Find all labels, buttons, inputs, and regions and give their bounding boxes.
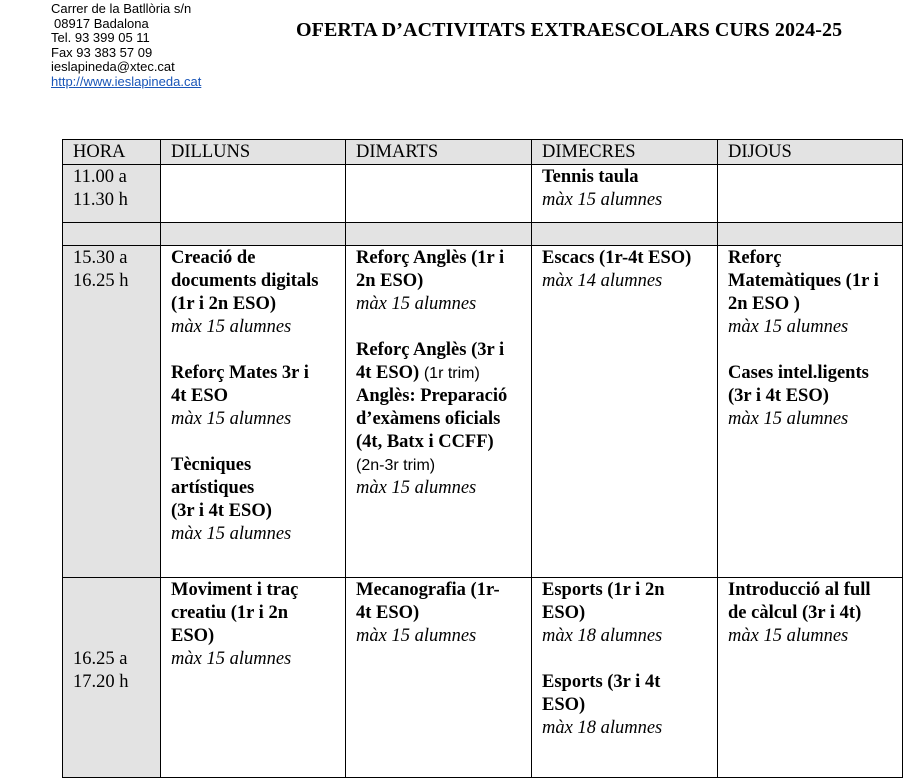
activity-capacity: màx 15 alumnes [171, 317, 292, 337]
dijous-cell [718, 165, 903, 223]
header-dimecres: DIMECRES [532, 140, 718, 165]
dimarts-cell [346, 578, 532, 778]
hora-cell: 15.30 a 16.25 h [63, 246, 161, 578]
activity-capacity: màx 15 alumnes [356, 294, 477, 314]
dimecres-cell [532, 578, 718, 778]
dilluns-cell [161, 246, 346, 578]
dimarts-cell [346, 165, 532, 223]
header-dimarts: DIMARTS [346, 140, 532, 165]
hora-cell: 16.25 a 17.20 h [63, 578, 161, 778]
activity-name: Reforç Anglès (1r i 2n ESO) [356, 248, 505, 291]
dijous-cell [718, 246, 903, 578]
table-row [63, 246, 903, 578]
activity-name: Moviment i traç creatiu (1r i 2n ESO) [171, 580, 299, 646]
dimecres-cell [532, 165, 718, 223]
dijous-cell [718, 578, 903, 778]
activity-name: Mecanografia (1r- 4t ESO) [356, 580, 500, 623]
address-fax: Fax 93 383 57 09 [51, 44, 153, 60]
address-street: Carrer de la Batllòria s/n [51, 1, 192, 16]
activity-name: Esports (1r i 2n ESO) [542, 580, 665, 623]
activity-name: Creació de documents digitals (1r i 2n ESO) [171, 248, 319, 314]
separator-row [63, 223, 903, 246]
address-tel: Tel. 93 399 05 11 [51, 30, 150, 46]
activity-capacity: màx 15 alumnes [728, 626, 849, 646]
dimecres-cell [532, 246, 718, 578]
activity-capacity: màx 18 alumnes [542, 718, 663, 738]
activity-name: Anglès: Preparació d’exàmens oficials (4t, Batx i CCFF) [356, 386, 508, 452]
hora-cell: 11.00 a 11.30 h [63, 165, 161, 223]
activity-term: (1r trim) [423, 365, 480, 382]
table-row [63, 578, 903, 778]
activity-name: Reforç Mates 3r i 4t ESO [171, 363, 309, 406]
table-header-row [63, 140, 903, 165]
dimarts-cell [346, 246, 532, 578]
activity-name: Introducció al full de càlcul (3r i 4t) [728, 580, 871, 623]
activity-name: Escacs (1r-4t ESO) [542, 248, 692, 268]
table-row [63, 165, 903, 223]
activity-capacity: màx 15 alumnes [356, 626, 477, 646]
activity-capacity: màx 15 alumnes [728, 409, 849, 429]
address-email: ieslapineda@xtec.cat [51, 59, 175, 75]
activity-name: Esports (3r i 4t ESO) [542, 672, 661, 715]
activity-term: (2n-3r trim) [356, 457, 436, 474]
activity-name: Tennis taula [542, 167, 639, 187]
activity-capacity: màx 15 alumnes [171, 524, 292, 544]
activity-name: Reforç Anglès (3r i 4t ESO) (1r trim) [356, 340, 505, 383]
header-hora: HORA [63, 140, 161, 165]
header-dijous: DIJOUS [718, 140, 903, 165]
activity-capacity: màx 15 alumnes [728, 317, 849, 337]
page-title: OFERTA D’ACTIVITATS EXTRAESCOLARS CURS 2024-25 [296, 19, 843, 41]
activity-name: Cases intel.ligents (3r i 4t ESO) [728, 363, 869, 406]
activity-capacity: màx 15 alumnes [356, 478, 477, 498]
dilluns-cell [161, 165, 346, 223]
activity-name: Tècniques artístiques (3r i 4t ESO) [171, 455, 272, 521]
school-address [51, 2, 201, 90]
activity-name: Reforç Matemàtiques (1r i 2n ESO ) [728, 248, 879, 314]
activity-capacity: màx 18 alumnes [542, 626, 663, 646]
address-city: 08917 Badalona [54, 15, 149, 31]
activity-capacity: màx 15 alumnes [171, 409, 292, 429]
dilluns-cell [161, 578, 346, 778]
header-dilluns: DILLUNS [161, 140, 346, 165]
schedule-table [62, 139, 903, 778]
activity-capacity: màx 15 alumnes [542, 190, 663, 210]
activity-capacity: màx 15 alumnes [171, 649, 292, 669]
activity-capacity: màx 14 alumnes [542, 271, 663, 291]
website-link[interactable]: http://www.ieslapineda.cat [51, 73, 202, 89]
